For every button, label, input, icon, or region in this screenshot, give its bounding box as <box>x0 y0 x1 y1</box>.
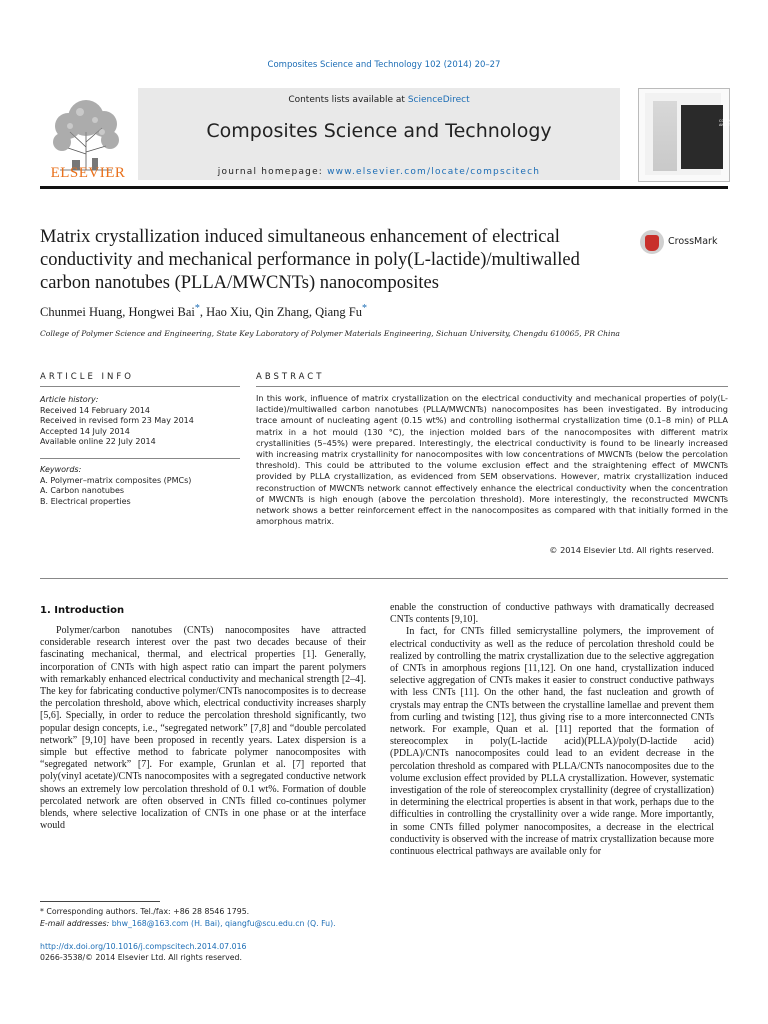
contents-line <box>138 95 620 105</box>
article-title: Matrix crystallization induced simultaneous enhancement of electrical conductivity and mechanical performance in poly(L-lactide)/multiwalled carbon nanotubes (PLLA/MWCNTs) nanocomposites <box>40 227 580 293</box>
body-column-left <box>40 625 366 832</box>
journal-homepage <box>138 167 620 177</box>
contents-prefix: Contents lists available at <box>288 95 408 105</box>
history-received: Received 14 February 2014 <box>40 405 151 415</box>
affiliation: College of Polymer Science and Engineering, State Key Laboratory of Polymer Materials Engineering, Sichuan University, Chengdu 610065, PR China <box>40 329 620 338</box>
sciencedirect-link[interactable]: ScienceDirect <box>407 95 470 105</box>
doi-block <box>40 941 247 963</box>
authors-part1: Chunmei Huang, Hongwei Bai <box>40 305 195 320</box>
cover-stripe <box>653 101 677 171</box>
crossmark-badge[interactable] <box>640 228 730 256</box>
article-info-heading: ARTICLE INFO <box>40 372 134 382</box>
issn-line: 0266-3538/© 2014 Elsevier Ltd. All rights reserved. <box>40 953 242 962</box>
article-history <box>40 395 240 448</box>
abstract-copyright: © 2014 Elsevier Ltd. All rights reserved. <box>549 545 714 555</box>
keywords <box>40 465 240 507</box>
authors-part2: , Hao Xiu, Qin Zhang, Qiang Fu <box>199 305 362 320</box>
history-accepted: Accepted 14 July 2014 <box>40 426 130 436</box>
history-revised: Received in revised form 23 May 2014 <box>40 416 194 425</box>
body-paragraph: In fact, for CNTs filled semicrystalline polymers, the improvement of electrical conductivity as well as the reduce of percolation threshold could be realized by controlling the matrix crystallization due to the selective aggregation of CNTs in amorphous regions [11,12]. On one hand, crystallization induced selective aggregation of CNTs makes it easier to construct conductive pathways with less CNTs [11]. On the other hand, the fast nucleation and growth of crystals may entrap the CNTs between the crystalline lamellae and prevent them from curling and twisting [12], thus giving rise to a more interconnected CNTs network. For example, Quan et al. [11] reported that the formation of stereocomplex in poly(L-lactide acid)(PLLA)/poly(D-lactide acid)(PDLA)/CNTs nanocomposites could lead to an evident decrease in the percolation threshold as compared with PLLA/CNTs nanocomposites due to the volume exclusion effect provided by PLLA crystallization. However, systematic investigation of the role of stereocomplex crystallinity (degree of crystallization) in determining the electrical properties is absent in that work, perhaps due to the difficulties in controlling the crystallinity over a wide range. More importantly, in some CNTs filled polymer nanocomposites, a decrease in the electrical conductivity is observed with the increase of matrix crystallization because more continuous electrical pathways are available only for <box>390 626 714 858</box>
homepage-prefix: journal homepage: <box>217 167 328 177</box>
homepage-link[interactable]: www.elsevier.com/locate/compscitech <box>327 167 541 177</box>
history-online: Available online 22 July 2014 <box>40 437 156 446</box>
author-list <box>40 303 720 320</box>
doi-link[interactable]: http://dx.doi.org/10.1016/j.compscitech.2014.07.016 <box>40 942 247 951</box>
email-note <box>40 918 370 930</box>
journal-cover-thumbnail[interactable] <box>638 88 759 182</box>
keywords-rule <box>40 458 240 459</box>
abstract-text: In this work, influence of matrix crystallization on the electrical conductivity and mechanical properties of poly(L-lactide)/multiwalled carbon nanotubes (PLLA/MWCNTs) nanocomposites has been investigated. By introducing trace amount of nucleating agent (0.15 wt%) and controlling isothermal crystallization time (0.1–8 min) of PLLA matrix in a hot mould (130 °C), the injection molded bars of the nanocomposites with different matrix crystallinities (5–45%) were prepared. Interestingly, the electrical conductivity is found to be linearly increased with increasing matrix crystallinity for nanocomposites with low concentrations of MWCNTs (below the percolation threshold). This could be attributed to the volume exclusion effect and the straightening effect of MWCNTs provided by PLLA crystallization, as evidenced from SEM observations. However, matrix crystallization induced reconstruction of MWCNTs network cannot effectively enhance the electrical conductivity when the concentration of MWCNTs is high enough (above the percolation threshold). More interestingly, the reconstructed MWCNTs network shows a better reinforcement effect in the nanocomposites as compared with that initially formed in the amorphous matrix. <box>256 393 728 527</box>
abstract-heading: ABSTRACT <box>256 372 325 382</box>
author-star-1[interactable]: * <box>194 303 200 314</box>
cover-page <box>645 93 759 175</box>
cover-dark-panel <box>681 105 759 169</box>
crossmark-icon <box>640 230 664 254</box>
crossmark-label: CrossMark <box>668 236 718 247</box>
email-links[interactable]: bhw_168@163.com (H. Bai), qiangfu@scu.edu.cn (Q. Fu). <box>111 919 336 928</box>
body-paragraph: Polymer/carbon nanotubes (CNTs) nanocomposites have attracted considerable research interest over the past two decades because of their fascinating mechanical, thermal, and electrical properties [1]. Generally, incorporation of CNTs with high aspect ratio can impart the parent polymers with remarkably enhanced electrical conductivity and mechanical strength [2–4]. The key for fabricating conductive polymer/CNTs nanocomposites is to decrease the percolation threshold, above which, electrical conductivity increases sharply [5,6]. Specially, in order to reduce the percolation threshold significantly, two popular design concepts, i.e., “segregated network” [7,8] and “double percolated network” [9,10] have been proposed in recently years. Latex dispersion is a simple but effective method to fabricate polymer nanocomposites with “segregated network” [7]. For example, Grunlan et al. [7] reported that poly(vinyl acetate)/CNTs nanocomposites with a segregated conductive network shows an extremely low percolation threshold of 0.1 wt%. Formation of double percolated network are often observed in CNTs filled co-continues polymer blends, where selective localization of CNTs in one phase or at the interface would <box>40 625 366 832</box>
abstract-rule <box>256 386 728 387</box>
keyword-item: B. Electrical properties <box>40 496 131 506</box>
email-label: E-mail addresses: <box>40 919 112 928</box>
header-rule <box>40 186 728 189</box>
keyword-item: A. Polymer–matrix composites (PMCs) <box>40 475 192 485</box>
article-info-rule <box>40 386 240 387</box>
corresponding-note: * Corresponding authors. Tel./fax: +86 28 8546 1795. <box>40 907 250 916</box>
history-label: Article history: <box>40 395 99 404</box>
publisher-logo-text: ELSEVIER <box>50 165 126 181</box>
author-star-2[interactable]: * <box>361 303 367 314</box>
keyword-item: A. Carbon nanotubes <box>40 486 125 495</box>
body-rule <box>40 578 728 579</box>
body-column-right <box>390 602 714 858</box>
body-paragraph: enable the construction of conductive pathways with dramatically decreased CNTs contents [9,10]. <box>390 602 714 626</box>
keywords-label: Keywords: <box>40 465 82 474</box>
footnote <box>40 906 370 930</box>
journal-reference[interactable]: Composites Science and Technology 102 (2014) 20–27 <box>267 60 501 70</box>
introduction-heading: 1. Introduction <box>40 605 125 616</box>
cover-title: COMPOSITES SCIENCE AND TECHNOLOGY <box>719 119 759 127</box>
journal-title: Composites Science and Technology <box>206 120 552 142</box>
footnote-rule <box>40 901 160 902</box>
